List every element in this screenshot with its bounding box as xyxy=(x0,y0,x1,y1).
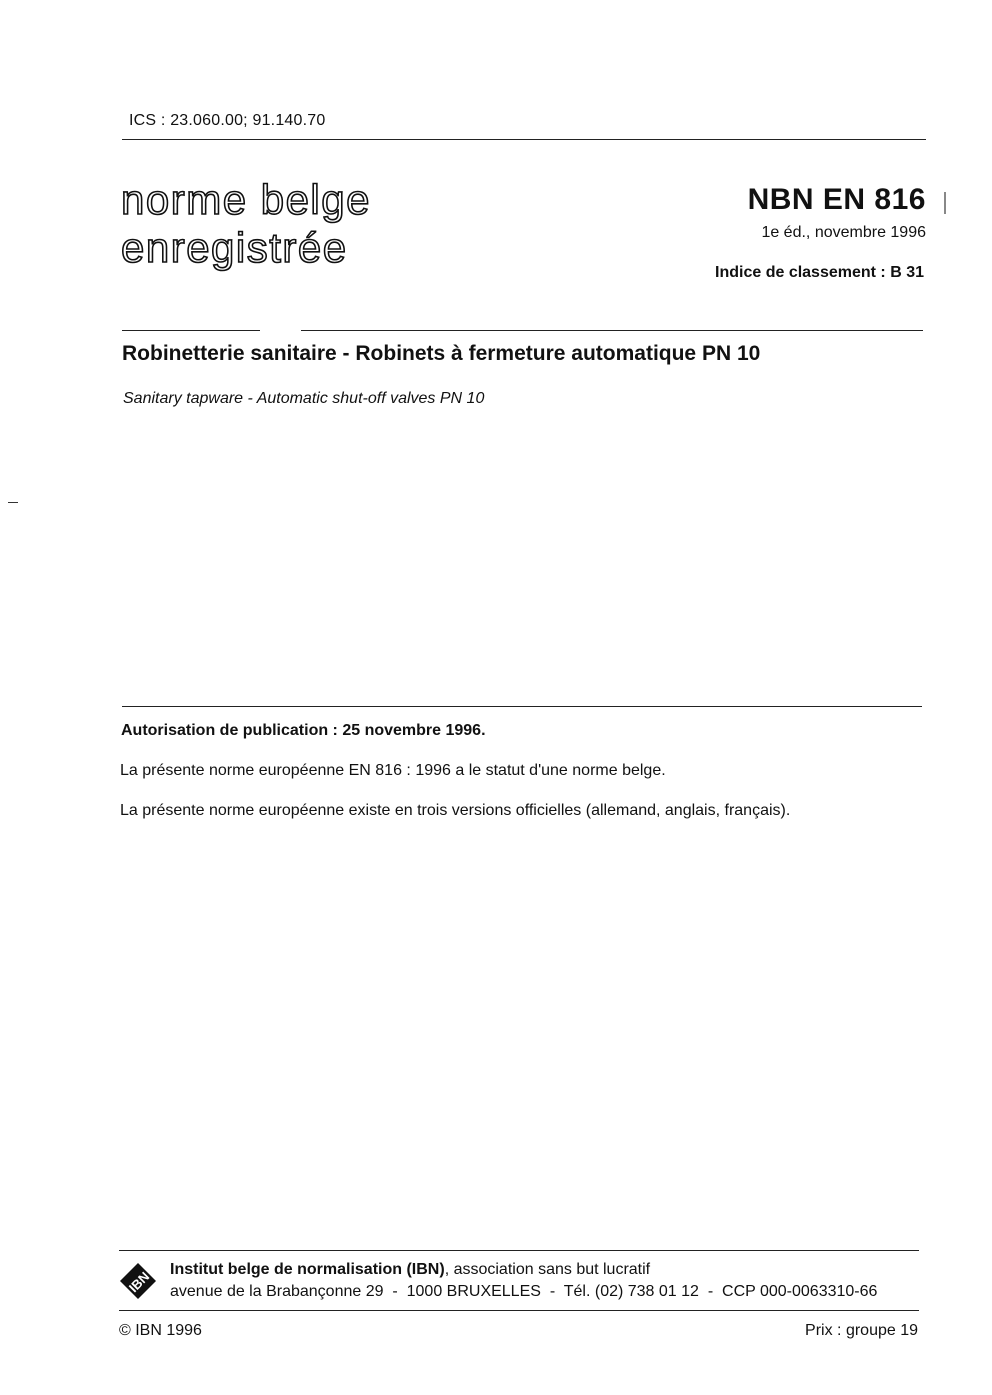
title-rule-left xyxy=(122,330,260,331)
price-group: Prix : groupe 19 xyxy=(805,1322,918,1339)
classification-index: Indice de classement : B 31 xyxy=(715,264,924,281)
scan-speck xyxy=(944,192,946,214)
scan-speck xyxy=(8,502,18,503)
institute-line xyxy=(170,1261,650,1279)
versions-paragraph: La présente norme européenne existe en trois versions officielles (allemand, anglais, français). xyxy=(120,802,791,819)
brand-heading xyxy=(121,176,371,272)
standard-code: NBN EN 816 xyxy=(747,183,926,216)
svg-text:IBN: IBN xyxy=(125,1268,153,1296)
institute-address: avenue de la Brabançonne 29 - 1000 BRUXELLES - Tél. (02) 738 01 12 - CCP 000-0063310-66 xyxy=(170,1283,878,1300)
ibn-logo-icon xyxy=(119,1262,157,1300)
ics-code: ICS : 23.060.00; 91.140.70 xyxy=(129,112,326,129)
institute-name: Institut belge de normalisation (IBN) xyxy=(170,1261,445,1278)
document-title-english: Sanitary tapware - Automatic shut-off valves PN 10 xyxy=(123,390,485,407)
title-rule-right xyxy=(301,330,923,331)
body-rule xyxy=(122,706,922,707)
status-paragraph: La présente norme européenne EN 816 : 1996 a le statut d'une norme belge. xyxy=(120,762,666,779)
copyright-notice: © IBN 1996 xyxy=(119,1322,202,1339)
brand-line2: enregistrée xyxy=(121,224,348,271)
institute-suffix: , association sans but lucratif xyxy=(444,1261,651,1278)
edition-info: 1e éd., novembre 1996 xyxy=(761,224,926,241)
footer-bottom-rule xyxy=(119,1310,919,1311)
publication-authorization: Autorisation de publication : 25 novembre 1996. xyxy=(121,722,486,739)
header-top-rule xyxy=(122,139,926,140)
brand-line1: norme belge xyxy=(121,176,371,223)
document-title-french: Robinetterie sanitaire - Robinets à fermeture automatique PN 10 xyxy=(122,342,761,365)
footer-top-rule xyxy=(119,1250,919,1251)
